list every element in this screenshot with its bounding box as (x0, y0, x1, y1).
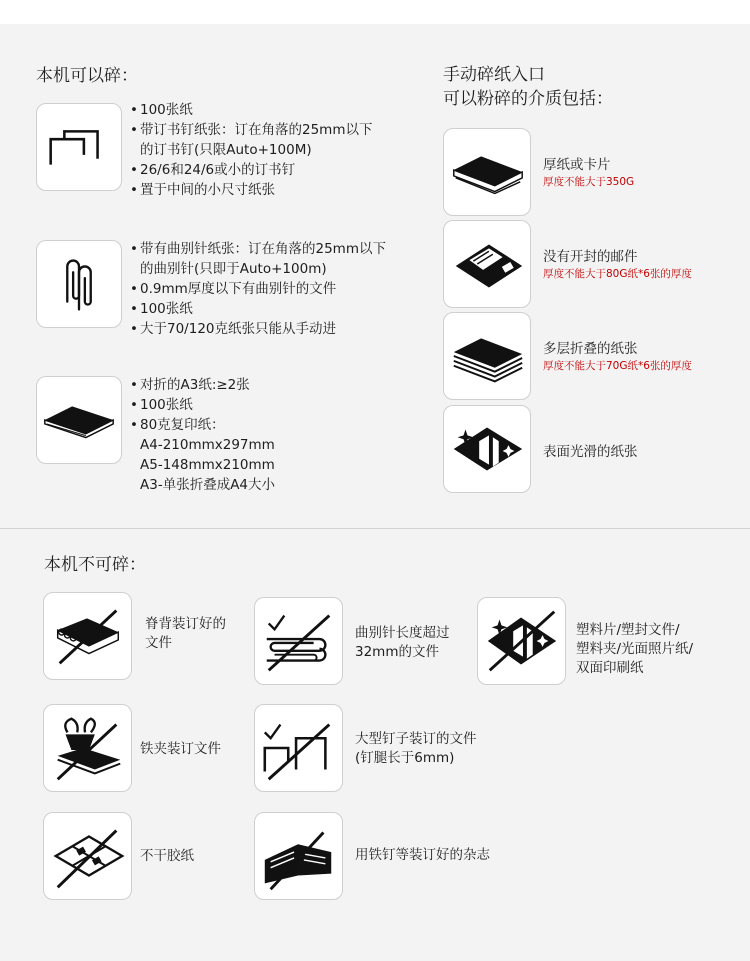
large-staple-label: 大型钉子装订的文件 (钉腿长于6mm) (355, 731, 477, 766)
binder-clip-icon (43, 704, 132, 792)
long-clip-label: 曲别针长度超过 32mm的文件 (355, 625, 450, 660)
binder-clip-label: 铁夹装订文件 (140, 741, 221, 757)
manual-entry-title: 手动碎纸入口 可以粉碎的介质包括： (443, 65, 613, 109)
cardstock-label: 厚纸或卡片 厚度不能大于350G (543, 157, 635, 188)
section-divider (0, 528, 750, 529)
envelope-label: 没有开封的邮件 厚度不能大于80G纸*6张的厚度 (543, 249, 692, 280)
large-staple-icon (254, 704, 343, 792)
folded-paper-icon (36, 376, 122, 464)
plastic-sheet-icon (477, 597, 566, 685)
glossy-paper-label: 表面光滑的纸张 (543, 444, 638, 460)
sticker-icon (43, 812, 132, 900)
envelope-icon (443, 220, 531, 308)
cannot-shred-title: 本机不可碎： (44, 555, 146, 575)
stacked-paper-icon (443, 312, 531, 400)
bound-book-label: 脊背装订好的 文件 (145, 616, 226, 651)
magazine-label: 用铁钉等装订好的杂志 (355, 847, 490, 863)
magazine-icon (254, 812, 343, 900)
plastic-sheet-label: 塑料片/塑封文件/ 塑料夹/光面照片纸/ 双面印刷纸 (576, 622, 694, 676)
long-clip-icon (254, 597, 343, 685)
glossy-paper-icon (443, 405, 531, 493)
staple-icon (36, 103, 122, 191)
top-band (0, 0, 750, 24)
can-shred-title: 本机可以碎： (36, 66, 138, 86)
paperclip-list: • 带有曲别针纸张：订在角落的25mm以下 的曲别针(只即于Auto+100m) • 0.9mm厚度以下有曲别针的文件 • 100张纸 • 大于70/120克纸张只能从手动进 (130, 239, 386, 339)
stacked-paper-label: 多层折叠的纸张 厚度不能大于70G纸*6张的厚度 (543, 341, 692, 372)
paperclip-icon (36, 240, 122, 328)
bound-book-icon (43, 592, 132, 680)
sticker-label: 不干胶纸 (140, 848, 194, 864)
folded-paper-list: • 对折的A3纸:≥2张 • 100张纸 • 80克复印纸： A4-210mmx297mm A5-148mmx210mm A3-单张折叠成A4大小 (130, 375, 275, 495)
staple-list: • 100张纸 • 带订书钉纸张：订在角落的25mm以下 的订书钉(只限Auto+100M) • 26/6和24/6或小的订书钉 • 置于中间的小尺寸纸张 (130, 100, 372, 200)
cardstock-icon (443, 128, 531, 216)
